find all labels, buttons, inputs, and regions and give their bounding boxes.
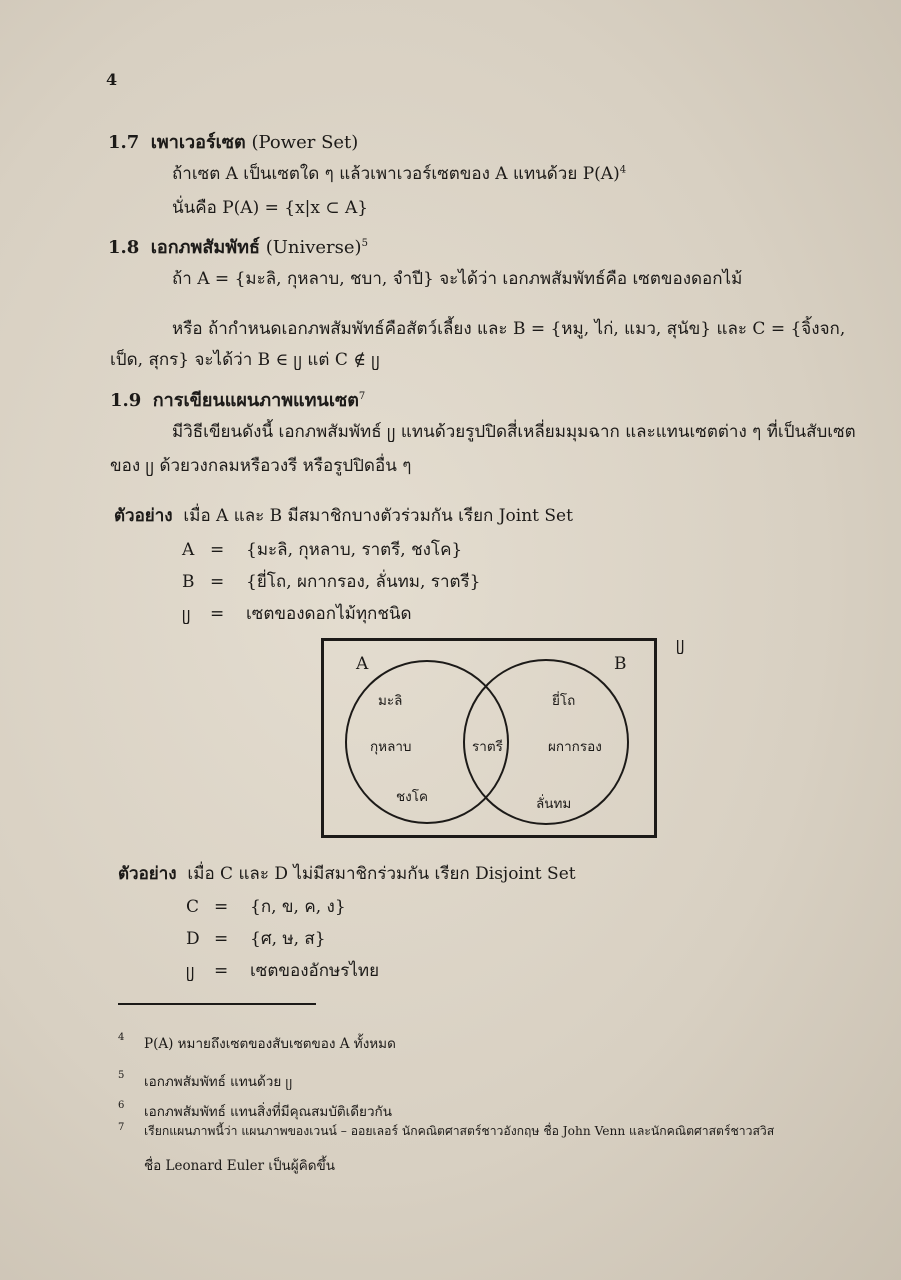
venn-b-element: ผกากรอง <box>548 739 602 755</box>
example-1-def-b: B = {ยี่โถ, ผกากรอง, ลั่นทม, ราตรี} <box>182 572 481 592</box>
section-1-8-line-2: หรือ ถ้ากำหนดเอกภพสัมพัทธ์คือสัตว์เลี้ยง และ B = {หมู, ไก่, แมว, สุนัข} และ C = {จิ้งจก, <box>172 319 846 339</box>
footnote-divider <box>118 1003 316 1005</box>
section-1-9-line-2: ของ ᥩ ด้วยวงกลมหรือวงรี หรือรูปปิดอื่น ๆ <box>110 456 412 476</box>
footnote-ref: 7 <box>358 391 366 402</box>
venn-b-element: ยี่โถ <box>552 693 576 709</box>
example-2-def-c: C = {ก, ข, ค, ง} <box>186 897 346 917</box>
footnote-5: 5 เอกภพสัมพัทธ์ แทนด้วย ᥩ <box>118 1070 293 1090</box>
section-1-7-line-1: ถ้าเซต A เป็นเซตใด ๆ แล้วเพาเวอร์เซตของ A แทนด้วย $P(A)^4$ <box>172 164 627 184</box>
example-label: ตัวอย่าง <box>114 506 173 526</box>
section-title: เพาเวอร์เซต <box>150 132 246 153</box>
venn-universe-label: ᥩ <box>676 634 685 654</box>
section-1-8-heading <box>108 232 368 261</box>
footnote-7: 7 เรียกแผนภาพนี้ว่า แผนภาพของเวนน์ – ออยเลอร์ นักคณิตศาสตร์ชาวอังกฤษ ชื่อ John Venn และนักคณิตศาสตร์ชาวสวิส <box>118 1122 775 1138</box>
example-1-def-universe: ᥩ = เซตของดอกไม้ทุกชนิด <box>182 604 412 624</box>
venn-a-element: มะลิ <box>378 693 403 709</box>
section-number: 1.7 <box>108 132 140 153</box>
section-1-7-line-2: นั่นคือ P(A) = {x|x ⊂ A} <box>172 198 369 218</box>
footnote-7-continued: ชื่อ Leonard Euler เป็นผู้คิดขึ้น <box>144 1158 335 1174</box>
example-2-def-d: D = {ศ, ษ, ส} <box>186 929 326 949</box>
footnote-ref: 5 <box>361 238 368 249</box>
venn-a-element: กุหลาบ <box>370 739 412 755</box>
section-1-9-line-1: มีวิธีเขียนดังนี้ เอกภพสัมพัทธ์ ᥩ แทนด้วยรูปปิดสี่เหลี่ยมมุมฉาก และแทนเซตต่าง ๆ ที่เป็นสับเซต <box>172 422 856 442</box>
section-1-8-line-1: ถ้า A = {มะลิ, กุหลาบ, ชบา, จำปี} จะได้ว่า เอกภพสัมพัทธ์คือ เซตของดอกไม้ <box>172 269 743 289</box>
venn-b-element: ลั่นทม <box>536 796 572 812</box>
page-number: 4 <box>106 70 118 89</box>
section-title-en: (Universe) <box>265 237 362 258</box>
venn-set-b-label: B <box>614 654 627 674</box>
example-1-def-a: A = {มะลิ, กุหลาบ, ราตรี, ชงโค} <box>182 540 463 560</box>
example-2-def-universe: ᥩ = เซตของอักษรไทย <box>186 961 380 981</box>
section-number: 1.8 <box>108 237 140 258</box>
section-title-en: (Power Set) <box>251 132 359 153</box>
footnote-ref: 4 <box>619 164 627 176</box>
example-2-intro: ตัวอย่าง เมื่อ C และ D ไม่มีสมาชิกร่วมกัน เรียก Disjoint Set <box>118 864 576 884</box>
example-1-intro: ตัวอย่าง เมื่อ A และ B มีสมาชิกบางตัวร่วมกัน เรียก Joint Set <box>114 506 573 526</box>
section-1-8-line-3: เป็ด, สุกร} จะได้ว่า B ∈ ᥩ แต่ C ∉ ᥩ <box>110 350 380 370</box>
footnote-6: 6 เอกภพสัมพัทธ์ แทนสิ่งที่มีคุณสมบัติเดียวกัน <box>118 1100 392 1120</box>
section-title: การเขียนแผนภาพแทนเซต <box>152 390 359 411</box>
footnote-4: 4 P(A) หมายถึงเซตของสับเซตของ A ทั้งหมด <box>118 1032 396 1052</box>
example-label: ตัวอย่าง <box>118 864 177 884</box>
section-1-7-heading <box>108 127 358 156</box>
section-1-9-heading <box>110 385 365 414</box>
section-title: เอกภพสัมพัทธ์ <box>150 237 260 258</box>
venn-a-element: ชงโค <box>396 789 429 805</box>
venn-set-a-label: A <box>356 654 369 674</box>
venn-intersection-element: ราตรี <box>472 739 503 755</box>
section-number: 1.9 <box>110 390 142 411</box>
